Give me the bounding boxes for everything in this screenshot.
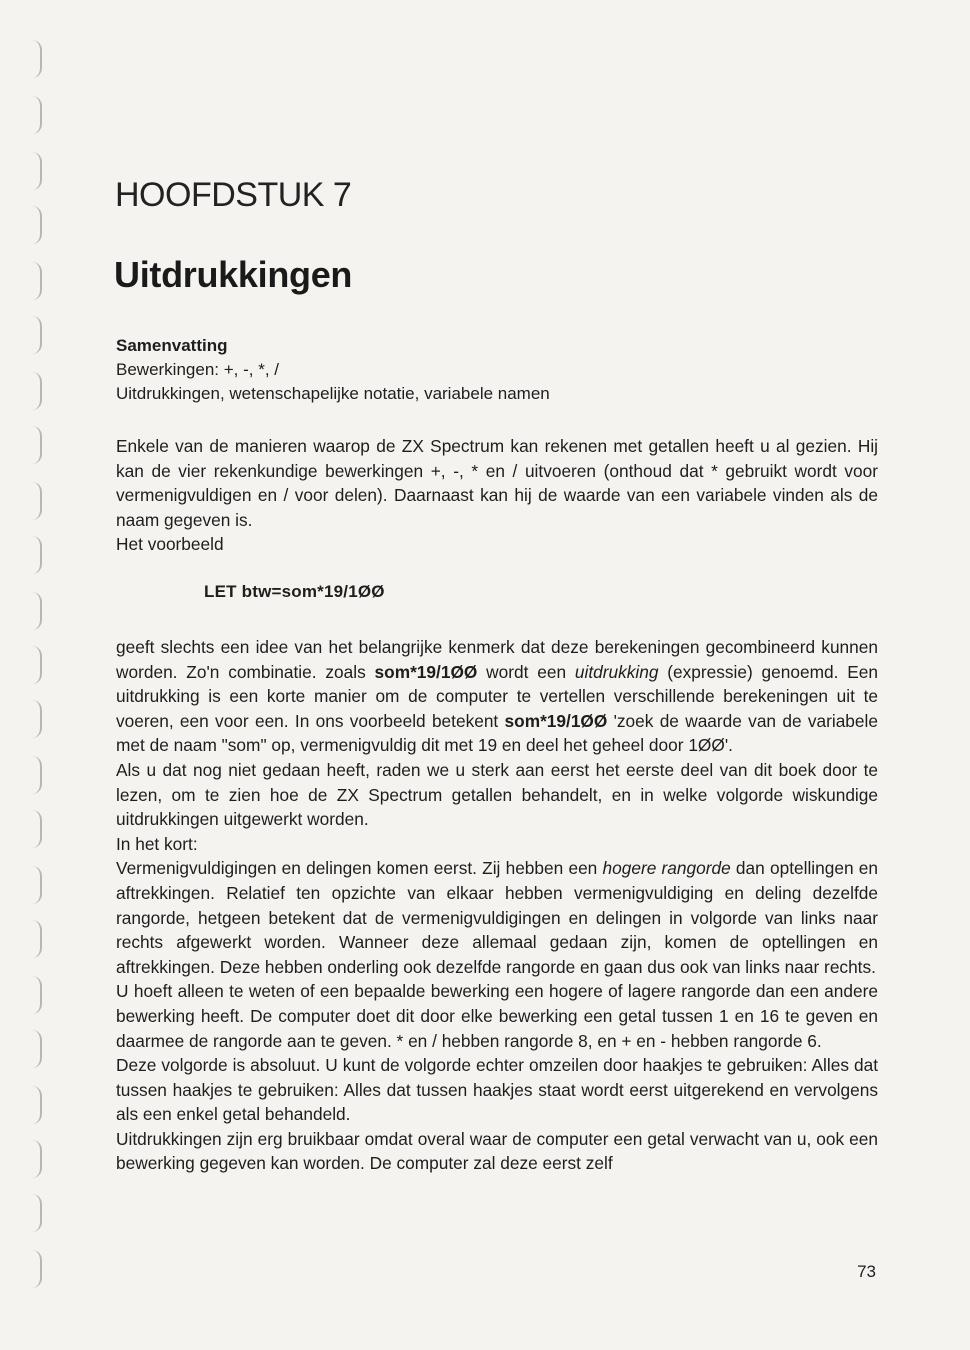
binding-hole: [32, 262, 42, 300]
summary-heading: Samenvatting: [116, 336, 228, 355]
paragraph: [116, 856, 878, 979]
binding-hole: [32, 482, 42, 520]
binding-hole: [32, 920, 42, 958]
binding-hole: [32, 756, 42, 794]
binding-hole: [32, 976, 42, 1014]
binding-hole: [32, 152, 42, 190]
binding-hole: [32, 206, 42, 244]
paragraph: In het kort:: [116, 833, 198, 854]
page-number: 73: [857, 1262, 876, 1281]
paragraph: Deze volgorde is absoluut. U kunt de volgorde echter omzeilen door haakjes te gebruiken: Alles dat tussen haakjes te gebruiken: Alles dat tussen haakjes staat wordt eerst uitgerekend en vervolgens als een enkel getal behandeld.: [116, 1055, 878, 1125]
text-run: Vermenigvuldigingen en delingen komen eerst. Zij hebben een: [116, 858, 603, 879]
paragraph: U hoeft alleen te weten of een bepaalde bewerking een hogere of lagere rangorde dan een andere bewerking heeft. De computer doet dit door elke bewerking een getal tussen 1 en 16 te geven en daarmee de rangorde aan te geven. * en / hebben rangorde 8, en + en - hebben rangorde 6.: [116, 981, 878, 1051]
binding-hole: [32, 96, 42, 134]
binding-hole: [32, 592, 42, 630]
summary-block: [116, 334, 886, 406]
emphasis: hogere rangorde: [602, 858, 731, 879]
text-run: wordt een: [477, 661, 575, 682]
paragraph: Het voorbeeld: [116, 534, 224, 555]
intro-text: [116, 434, 878, 557]
main-text: [116, 635, 878, 1176]
inline-code: som*19/1ØØ: [374, 661, 478, 682]
binding-hole: [32, 1030, 42, 1068]
summary-line: Bewerkingen: +, -, *, /: [116, 360, 279, 379]
binding-hole: [32, 426, 42, 464]
inline-code: som*19/1ØØ: [504, 710, 608, 731]
binding-hole: [32, 536, 42, 574]
binding-hole: [32, 372, 42, 410]
binding-hole: [32, 810, 42, 848]
paragraph: Als u dat nog niet gedaan heeft, raden we u sterk aan eerst het eerste deel van dit boek door te lezen, om te zien hoe de ZX Spectrum getallen behandelt, en in welke volgorde wiskundige uitdrukkingen uitgewerkt worden.: [116, 759, 878, 830]
binding-hole: [32, 646, 42, 684]
binding-hole: [32, 1194, 42, 1232]
summary-line: Uitdrukkingen, wetenschapelijke notatie, variabele namen: [116, 384, 550, 403]
paragraph: Enkele van de manieren waarop de ZX Spectrum kan rekenen met getallen heeft u al gezien. Hij kan de vier rekenkundige bewerkingen +, -, * en / uitvoeren (onthoud dat * gebruikt wordt voor vermenigvuldigen en / voor delen). Daarnaast kan hij de waarde van een variabele vinden als de naam gegeven is.: [116, 436, 878, 530]
binding-hole: [32, 1086, 42, 1124]
chapter-heading: HOOFDSTUK 7: [115, 176, 352, 214]
paragraph: Uitdrukkingen zijn erg bruikbaar omdat overal waar de computer een getal verwacht van u, ook een bewerking gegeven kan worden. De computer zal deze eerst zelf: [116, 1128, 878, 1174]
text-run: 'zoek de waarde van de variabele met de naam "som" op, vermenigvuldig dit met 19 en deel het geheel door 1ØØ'.: [116, 710, 878, 756]
code-example: LET btw=som*19/1ØØ: [204, 582, 385, 601]
binding-hole: [32, 866, 42, 904]
binding-holes: [22, 40, 52, 1320]
binding-hole: [32, 40, 42, 78]
text-run: (expressie) genoemd. Een uitdrukking is een korte manier om de computer te vertellen verschillende berekeningen uit te voeren, een voor een. In ons voorbeeld betekent: [116, 661, 878, 731]
text-run: dan optellingen en aftrekkingen. Relatief ten opzichte van elkaar hebben vermenigvuldiging en deling dezelfde rangorde, hetgeen betekent dat de vermenigvuldigingen en delingen in volgorde van links naar rechts afgewerkt worden. Wanneer deze allemaal gedaan zijn, komen de optellingen en aftrekkingen. Deze hebben onderling ook dezelfde rangorde en gaan dus ook van links naar rechts.: [116, 858, 878, 977]
binding-hole: [32, 1250, 42, 1288]
text-run: geeft slechts een idee van het belangrijke kenmerk dat deze berekeningen gecombineerd kunnen worden. Zo'n combinatie. zoals: [116, 637, 878, 682]
binding-hole: [32, 316, 42, 354]
binding-hole: [32, 700, 42, 738]
page-title: Uitdrukkingen: [114, 254, 353, 295]
paragraph: [116, 635, 878, 758]
emphasis: uitdrukking: [574, 661, 659, 682]
binding-hole: [32, 1140, 42, 1178]
